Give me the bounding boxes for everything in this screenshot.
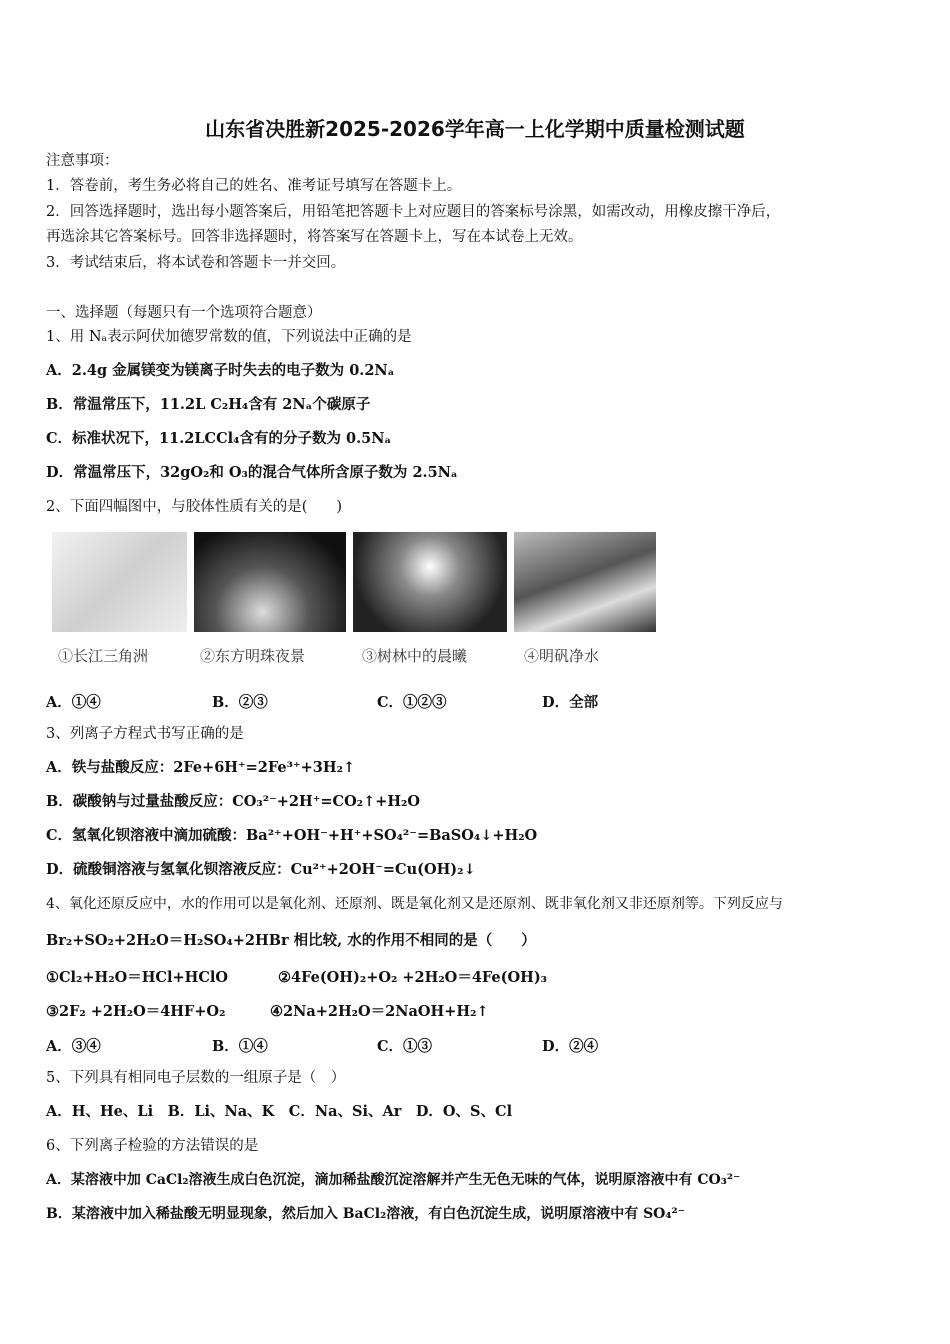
notice-item: 再选涂其它答案标号。回答非选择题时，将答案写在答题卡上，写在本试卷上无效。 xyxy=(46,229,583,245)
image-caption: ③树林中的晨曦 xyxy=(362,647,468,665)
image-forest-sunlight xyxy=(353,532,507,632)
image-caption: ②东方明珠夜景 xyxy=(200,647,306,665)
q2-option-c: C．①②③ xyxy=(377,694,447,711)
q1-option-d: D．常温常压下，32gO₂和 O₃的混合气体所含原子数为 2.5Nₐ xyxy=(46,464,458,481)
question-6-stem: 6、下列离子检验的方法错误的是 xyxy=(46,1138,259,1154)
q6-option-a: A．某溶液中加 CaCl₂溶液生成白色沉淀，滴加稀盐酸沉淀溶解并产生无色无味的气体，说明原溶液中有 CO₃²⁻ xyxy=(46,1172,741,1188)
q3-option-d: D．硫酸铜溶液与氢氧化钡溶液反应：Cu²⁺+2OH⁻=Cu(OH)₂↓ xyxy=(46,861,476,878)
question-4-stem-line2: Br₂+SO₂+2H₂O＝H₂SO₄+2HBr 相比较, 水的作用不相同的是（ ） xyxy=(46,932,536,949)
q2-option-b: B．②③ xyxy=(212,694,268,711)
q4-option-c: C．①③ xyxy=(377,1038,433,1055)
q1-option-a: A．2.4g 金属镁变为镁离子时失去的电子数为 0.2Nₐ xyxy=(46,362,395,379)
q3-option-b: B．碳酸钠与过量盐酸反应：CO₃²⁻+2H⁺=CO₂↑+H₂O xyxy=(46,793,421,810)
image-oriental-pearl-night xyxy=(194,532,346,632)
q2-option-a: A．①④ xyxy=(46,694,101,711)
section-heading: 一、选择题（每题只有一个选项符合题意） xyxy=(46,305,322,321)
q4-reaction-3: ③2F₂ +2H₂O＝4HF+O₂ xyxy=(46,1003,226,1020)
notice-item: 3．考试结束后，将本试卷和答题卡一并交回。 xyxy=(46,255,346,271)
q2-option-d: D．全部 xyxy=(542,694,599,711)
notice-item: 1．答卷前，考生务必将自己的姓名、准考证号填写在答题卡上。 xyxy=(46,178,462,194)
q1-option-c: C．标准状况下，11.2LCCl₄含有的分子数为 0.5Nₐ xyxy=(46,430,392,447)
question-2-stem: 2、下面四幅图中，与胶体性质有关的是( ) xyxy=(46,499,343,515)
q6-option-b: B．某溶液中加入稀盐酸无明显现象，然后加入 BaCl₂溶液，有白色沉淀生成，说明原溶液中有 SO₄²⁻ xyxy=(46,1206,686,1222)
image-caption: ④明矾净水 xyxy=(524,647,600,665)
q3-option-c: C．氢氧化钡溶液中滴加硫酸：Ba²⁺+OH⁻+H⁺+SO₄²⁻=BaSO₄↓+H₂O xyxy=(46,827,538,844)
q4-option-d: D．②④ xyxy=(542,1038,599,1055)
q1-option-b: B．常温常压下，11.2L C₂H₄含有 2Nₐ个碳原子 xyxy=(46,396,371,413)
question-4-stem: 4、氧化还原反应中，水的作用可以是氧化剂、还原剂、既是氧化剂又是还原剂、既非氧化剂又非还原剂等。下列反应与 xyxy=(46,896,783,912)
q5-options: A．H、He、Li B．Li、Na、K C．Na、Si、Ar D．O、S、Cl xyxy=(46,1103,513,1120)
image-caption: ①长江三角洲 xyxy=(58,647,149,665)
question-3-stem: 3、列离子方程式书写正确的是 xyxy=(46,726,244,742)
q4-reaction-4: ④2Na+2H₂O＝2NaOH+H₂↑ xyxy=(270,1003,489,1020)
q4-option-a: A．③④ xyxy=(46,1038,101,1055)
page-title: 山东省决胜新2025-2026学年高一上化学期中质量检测试题 xyxy=(205,117,745,141)
q4-reaction-2: ②4Fe(OH)₂+O₂ +2H₂O＝4Fe(OH)₃ xyxy=(278,969,548,986)
question-5-stem: 5、下列具有相同电子层数的一组原子是（ ） xyxy=(46,1070,346,1086)
notice-heading: 注意事项： xyxy=(46,153,119,169)
question-1-stem: 1、用 Nₐ表示阿伏加德罗常数的值，下列说法中正确的是 xyxy=(46,329,412,345)
notice-item: 2．回答选择题时，选出每小题答案后，用铅笔把答题卡上对应题目的答案标号涂黑，如需改动，用橡皮擦干净后， xyxy=(46,204,781,220)
q4-option-b: B．①④ xyxy=(212,1038,268,1055)
q3-option-a: A．铁与盐酸反应：2Fe+6H⁺=2Fe³⁺+3H₂↑ xyxy=(46,759,356,776)
image-yangtze-delta-map xyxy=(52,532,187,632)
q4-reaction-1: ①Cl₂+H₂O＝HCl+HClO xyxy=(46,969,229,986)
image-alum-water-purification xyxy=(514,532,656,632)
